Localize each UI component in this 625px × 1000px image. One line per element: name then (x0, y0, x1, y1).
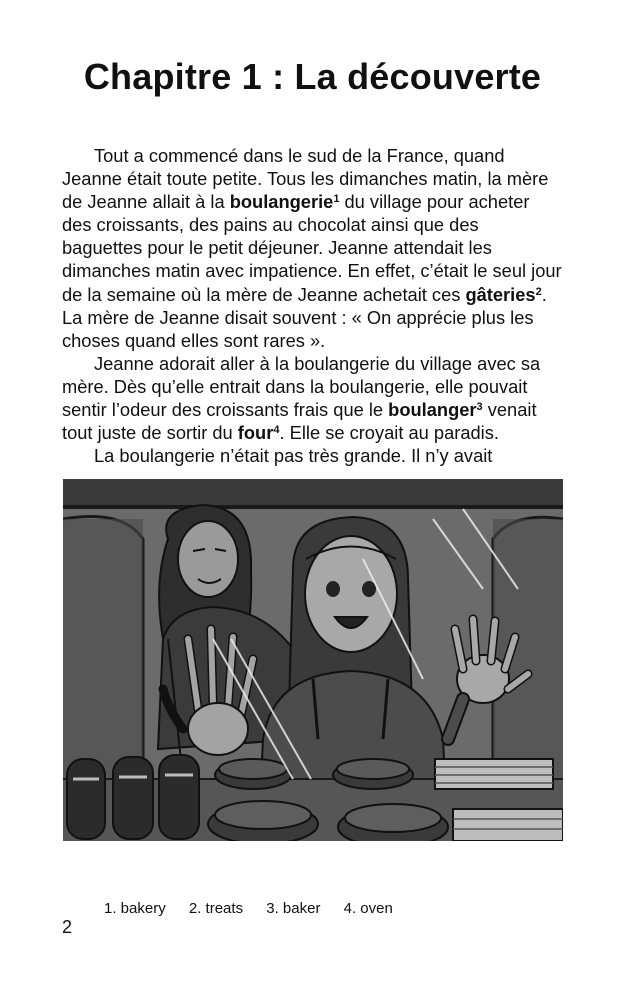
text-run: venait tout juste de sortir du (62, 399, 537, 444)
footnotes (104, 900, 412, 917)
page-number: 2 (62, 917, 73, 937)
text-run: . La mère de Jeanne disait souvent : « On apprécie plus les choses quand elles sont rares ». (62, 283, 547, 351)
text-run: . Elle se croyait au paradis. (279, 422, 499, 444)
vocab-word-boulangerie: boulangerie (229, 191, 334, 213)
paragraph-1 (62, 144, 562, 352)
text-run: Tout a commencé dans le sud de la France, quand Jeanne était toute petite. Tous les dimanches matin, la mère de Jeanne allait à la (62, 145, 549, 213)
paragraph-3 (62, 444, 562, 467)
vocab-word-gateries: gâteries (465, 283, 536, 305)
vocab-word-boulanger: boulanger (388, 399, 477, 421)
footnote-marker: 4 (273, 424, 280, 437)
bakery-illustration (63, 479, 563, 841)
chapter-body (62, 144, 562, 467)
footnote-2: 2. treats (188, 900, 244, 917)
footnote-marker: 1 (333, 193, 340, 206)
footnote-marker: 2 (535, 285, 542, 298)
vocab-word-four: four (237, 422, 274, 444)
footnote-marker: 3 (476, 401, 483, 414)
footnote-3: 3. baker (266, 900, 321, 917)
text-run: Jeanne adorait aller à la boulangerie du village avec sa mère. Dès qu’elle entrait dans la boulangerie, elle pouvait sentir l’odeur des croissants frais que le (62, 352, 541, 421)
eclairs (67, 755, 199, 839)
chapter-title: Chapitre 1 : La découverte (83, 56, 542, 97)
footnote-1: 1. bakery (104, 900, 166, 917)
paragraph-2 (62, 352, 562, 444)
text-run: La boulangerie n’était pas très grande. Il n’y avait (94, 445, 493, 467)
footnote-4: 4. oven (343, 900, 393, 917)
text-run: du village pour acheter des croissants, des pains au chocolat ainsi que des baguettes pour le petit déjeuner. Jeanne attendait les dimanches matin avec impatience. En effet, c’était le seul jour de la semaine où la mère de Jeanne achetait ces (62, 191, 562, 305)
